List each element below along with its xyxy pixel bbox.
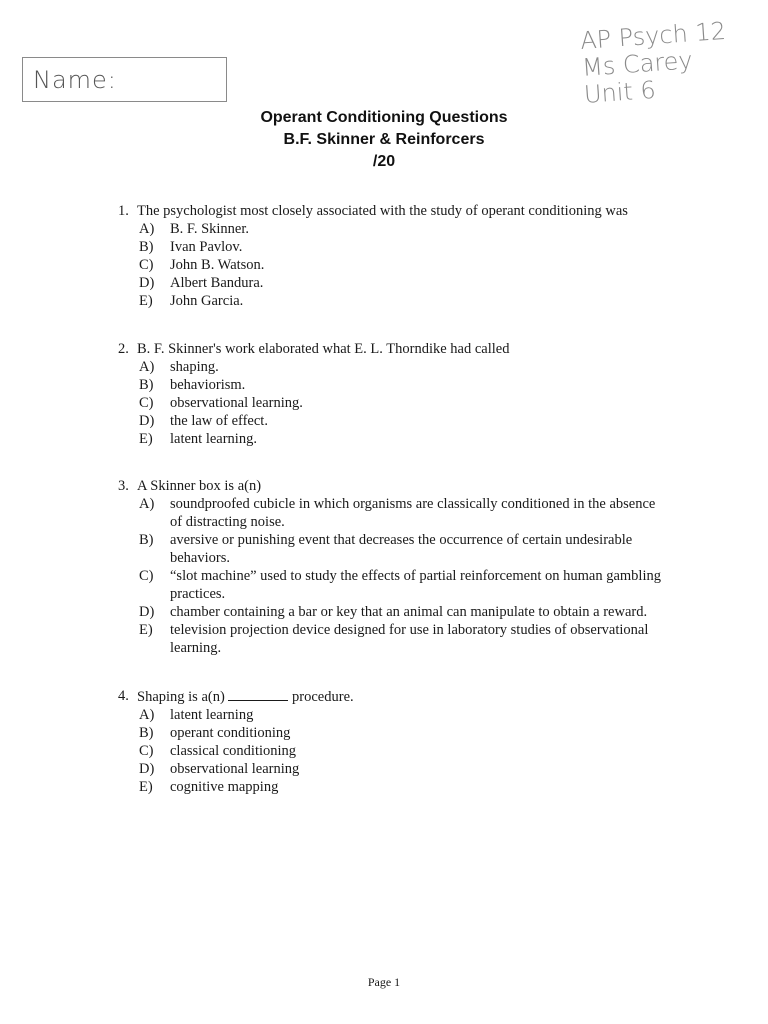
question-number: 2. [118, 341, 129, 357]
question-stem: Shaping is a(n) [137, 689, 225, 705]
option-letter: C) [139, 743, 154, 759]
option-text: Albert Bandura. [170, 275, 264, 291]
option-text: “slot machine” used to study the effects of partial reinforcement on human gambling practices. [170, 568, 661, 602]
option-text: operant conditioning [170, 725, 291, 741]
handwritten-line: AP Psych 12 [579, 16, 727, 55]
option-text: television projection device designed for use in laboratory studies of observational learning. [170, 622, 649, 656]
option-text: John Garcia. [170, 293, 244, 309]
option-text: B. F. Skinner. [170, 221, 250, 237]
title-line-2: B.F. Skinner & Reinforcers [283, 131, 485, 148]
question-4 [118, 687, 670, 796]
option-letter: A) [139, 359, 155, 375]
option-letter: A) [139, 707, 155, 723]
option-letter: D) [139, 761, 155, 777]
option-letter: B) [139, 239, 154, 255]
option-letter: B) [139, 532, 154, 548]
answer-option[interactable] [139, 412, 670, 430]
answer-option[interactable] [139, 274, 670, 292]
option-letter: E) [139, 779, 153, 795]
handwritten-note [579, 16, 754, 109]
question-number: 4. [118, 688, 129, 704]
answer-option[interactable] [139, 376, 670, 394]
option-text: observational learning [170, 761, 300, 777]
question-stem: The psychologist most closely associated with the study of operant conditioning was [137, 203, 628, 219]
option-text: classical conditioning [170, 743, 297, 759]
question-stem: B. F. Skinner's work elaborated what E. L. Thorndike had called [137, 341, 510, 357]
option-text: the law of effect. [170, 413, 268, 429]
option-text: latent learning [170, 707, 254, 723]
document-title [0, 107, 768, 173]
question-stem-end: procedure. [292, 689, 354, 705]
option-letter: A) [139, 221, 155, 237]
answer-option[interactable] [139, 430, 670, 448]
answer-option[interactable] [139, 358, 670, 376]
option-text: John B. Watson. [170, 257, 265, 273]
answer-option[interactable] [139, 256, 670, 274]
option-letter: E) [139, 622, 153, 638]
question-number: 1. [118, 203, 129, 219]
question-1 [118, 202, 670, 310]
option-letter: C) [139, 257, 154, 273]
option-text: behaviorism. [170, 377, 246, 393]
handwritten-line: Unit 6 [583, 75, 657, 109]
option-letter: A) [139, 496, 155, 512]
option-letter: C) [139, 395, 154, 411]
option-text: aversive or punishing event that decreases the occurrence of certain undesirable behaviors. [170, 532, 633, 566]
option-letter: E) [139, 293, 153, 309]
question-number: 3. [118, 478, 129, 494]
page-number: Page 1 [367, 975, 401, 989]
answer-option[interactable] [139, 567, 670, 603]
option-letter: C) [139, 568, 154, 584]
answer-option[interactable] [139, 220, 670, 238]
answer-option[interactable] [139, 495, 670, 531]
option-text: cognitive mapping [170, 779, 279, 795]
option-letter: E) [139, 431, 153, 447]
option-text: latent learning. [170, 431, 257, 447]
answer-option[interactable] [139, 742, 670, 760]
title-score: /20 [372, 153, 396, 170]
answer-option[interactable] [139, 706, 670, 724]
answer-option[interactable] [139, 394, 670, 412]
handwritten-line: Ms Carey [581, 46, 694, 82]
option-text: shaping. [170, 359, 219, 375]
option-letter: B) [139, 377, 154, 393]
question-2 [118, 340, 670, 448]
answer-option[interactable] [139, 292, 670, 310]
name-field-box[interactable] [22, 57, 227, 102]
option-text: observational learning. [170, 395, 303, 411]
option-text: Ivan Pavlov. [170, 239, 243, 255]
answer-option[interactable] [139, 778, 670, 796]
answer-option[interactable] [139, 621, 670, 657]
fill-in-blank[interactable] [228, 687, 288, 701]
question-3 [118, 477, 670, 657]
option-text: chamber containing a bar or key that an animal can manipulate to obtain a reward. [170, 604, 648, 620]
option-text: soundproofed cubicle in which organisms are classically conditioned in the absence of distracting noise. [170, 496, 656, 530]
answer-option[interactable] [139, 603, 670, 621]
title-line-1: Operant Conditioning Questions [260, 109, 508, 126]
answer-option[interactable] [139, 760, 670, 778]
option-letter: D) [139, 604, 155, 620]
answer-option[interactable] [139, 531, 670, 567]
answer-option[interactable] [139, 238, 670, 256]
question-stem: A Skinner box is a(n) [137, 478, 262, 494]
option-letter: D) [139, 413, 155, 429]
option-letter: B) [139, 725, 154, 741]
name-label: Name: [33, 66, 117, 94]
option-letter: D) [139, 275, 155, 291]
answer-option[interactable] [139, 724, 670, 742]
